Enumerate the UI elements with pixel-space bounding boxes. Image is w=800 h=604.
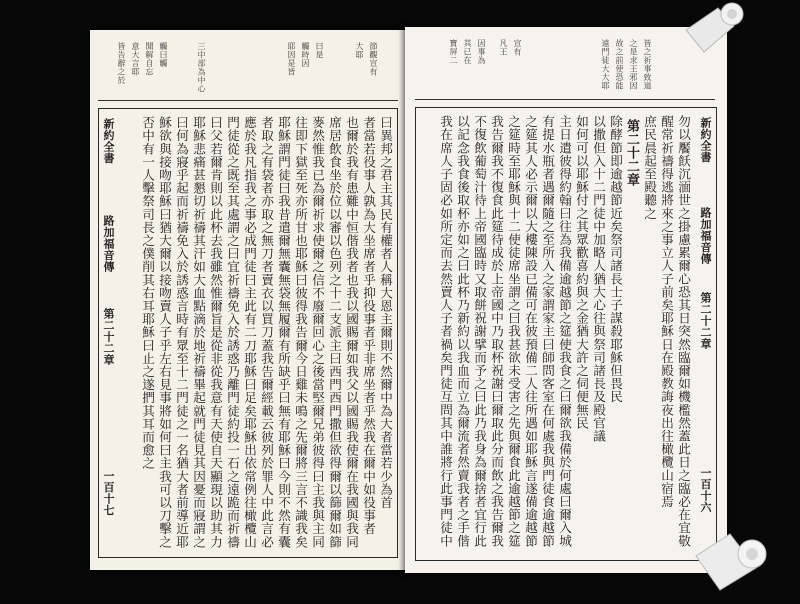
text-column: 也爾於我有患難中恒偕我者也我以國賜爾如我父以國賜我使爾在我國與我同 xyxy=(344,116,359,549)
left-page xyxy=(90,30,405,570)
note-col: 凡王 xyxy=(499,39,508,56)
text-column: 曰異邦之君主其民有權者人稱大恩主爾則不然爾中為大者當若少為首 xyxy=(378,116,393,509)
text-column: 如何可以耶穌付之其眾歡喜約與之金猶大許之伺便無民 xyxy=(574,115,589,430)
chapter-label: 第二十二章 xyxy=(699,292,712,350)
folio-number: 一百十七 xyxy=(102,470,115,516)
text-column: 不復飲葡萄汁待上帝國臨時又取餅祝謝擘而予之曰此乃我身為爾捨者宜行此 xyxy=(472,115,487,548)
text-column: 曰何為寢乎起而祈禱免入於誘惑言時有眾至十二門徒之一名猶大者前導近耶 xyxy=(174,116,189,549)
book-title: 新約全書 xyxy=(699,117,712,163)
chapter-heading: 第二十二章 xyxy=(624,119,639,187)
note-col: 意大言耶 xyxy=(131,42,140,76)
text-column: 曰父若爾肯則以此杯去我雖然惟爾旨是從非從我意有天使自天顯現以助其力 xyxy=(208,116,223,549)
text-column: 往即下獄至死亦所甘也耶穌曰彼得我告爾今日雞未鳴之先爾將三言不識我矣 xyxy=(293,116,308,549)
text-column: 席居飲食坐於位以審以色列之十二支派主曰西門西門撒但欲得爾以篩爾如篩 xyxy=(327,116,342,549)
page-clip-top xyxy=(682,0,752,62)
text-column: 有提水瓶者遇爾隨之至所入之家謂家主曰師問客室在何處我與門徒食逾越節 xyxy=(540,115,555,548)
note-col: 皆告辭之於 xyxy=(117,42,126,85)
book-title: 新約全書 xyxy=(102,118,115,164)
note-col: 遠門徒大大耶 xyxy=(601,39,610,90)
chapter-label: 第二十二章 xyxy=(102,308,115,366)
note-col: 耶因是皆 xyxy=(287,42,296,76)
text-column: 者當若役事人孰為大坐席者乎抑役事者乎非席坐者乎然我在爾中如役事者 xyxy=(361,116,376,536)
text-column: 之筵時至耶穌與十二使徒席坐謂之曰我甚欲未受害之先與爾食此逾越節之筵 xyxy=(506,115,521,548)
gospel-title: 路加福音傳 xyxy=(699,207,712,265)
text-column: 耶穌謂門徒曰我昔遣爾無囊無袋無履爾有所缺乎曰無有耶穌曰今則不然有囊 xyxy=(276,116,291,549)
text-column: 我在席人子固必如所定而去然賣人子者禍矣門徒互問其中誰將行此事門徒中 xyxy=(438,115,453,548)
note-col: 三中部為中心 xyxy=(197,42,206,93)
text-column: 醒常祈禱得逃將來之事立人子前矣耶穌日在殿教誨夜出往橄欖山宿焉 xyxy=(659,115,674,508)
text-column: 耶穌悲痛甚懇切祈禱其汗如大血點滴於地祈禱畢起就門徒見其因憂而寢謂之 xyxy=(191,116,206,549)
note-col: 皆之祈事致道 xyxy=(643,39,652,90)
text-column: 否中有一人擊祭司長之僕削其右耳耶穌曰止之遂捫其耳而愈之 xyxy=(140,116,155,470)
text-column: 我告爾我不復食此筵待成於上帝國中乃取杯祝謝曰爾取此分而飲之我告爾我 xyxy=(489,115,504,548)
note-col: 大耶 xyxy=(355,42,364,59)
header-rule xyxy=(98,100,398,101)
header-rule xyxy=(415,99,715,100)
note-col: 因事為 xyxy=(477,39,486,65)
folio-number: 一百十六 xyxy=(699,467,712,513)
note-col: 其已在 xyxy=(463,39,472,65)
page-clip-bottom xyxy=(690,520,780,600)
note-col: 宣有 xyxy=(513,39,522,56)
right-page xyxy=(405,27,727,573)
text-column: 應於我凡指我之事必成門徒曰主此有二刀耶穌曰足矣耶穌出依常例往橄欖山 xyxy=(242,116,257,549)
note-col: 寶屏二 xyxy=(449,39,458,65)
text-column: 以記念我食後取杯亦如之曰此杯乃新約以我血而立為爾流者然賣我者之手偕 xyxy=(455,115,470,548)
text-column: 門徒從之既至其處謂之曰宜祈禱免入於誘惑乃離門徒約投一石之遠跪而祈禱 xyxy=(225,116,240,549)
note-col: 故之前使恐能 xyxy=(615,39,624,90)
text-column: 庶民晨起至殿聽之 xyxy=(642,115,657,220)
text-column: 除酵節即逾越節近矣祭司諸長士子謀殺耶穌但畏民 xyxy=(608,115,623,404)
note-col: 之是求王邪因 xyxy=(629,39,638,90)
text-column: 勿以饜飫沉湎世之掛慮累爾心恐其日突然臨爾如機檻然蓋此日之臨必在宜敬 xyxy=(676,115,691,548)
note-col: 觸曰觸 xyxy=(159,42,168,68)
text-column: 穌欲與接吻耶穌曰猶大爾以接吻賣人子乎左右見事將如何曰主我可以刀擊之 xyxy=(157,116,172,549)
text-column: 麥然惟我已為爾祈求使爾之信不廢爾回心之後當堅爾兄弟彼得曰主我與主同 xyxy=(310,116,325,549)
text-column: 之筵其人必示爾以大樓陳設已備可在彼預備二人往所遇如耶穌言遂備逾越節 xyxy=(523,115,538,548)
note-col: 聞解自忘 xyxy=(145,42,154,76)
text-column: 以撒但入十二門徒中加略人猶大心往與祭司諸長及殿官議 xyxy=(591,115,606,443)
gospel-title: 路加福音傳 xyxy=(102,215,115,273)
text-column: 者取之有袋者亦取之無刀者賣衣以買刀蓋我告爾經載云彼列於罪人中此言必 xyxy=(259,116,274,549)
text-column: 主日遣彼得約翰曰往為我備逾越節之筵使我食之曰爾欲我備於何處曰爾入城 xyxy=(557,115,572,548)
note-col: 曰是 xyxy=(315,42,324,59)
note-col: 觸時因 xyxy=(301,42,310,68)
note-col: 節觀宣有 xyxy=(369,42,378,76)
